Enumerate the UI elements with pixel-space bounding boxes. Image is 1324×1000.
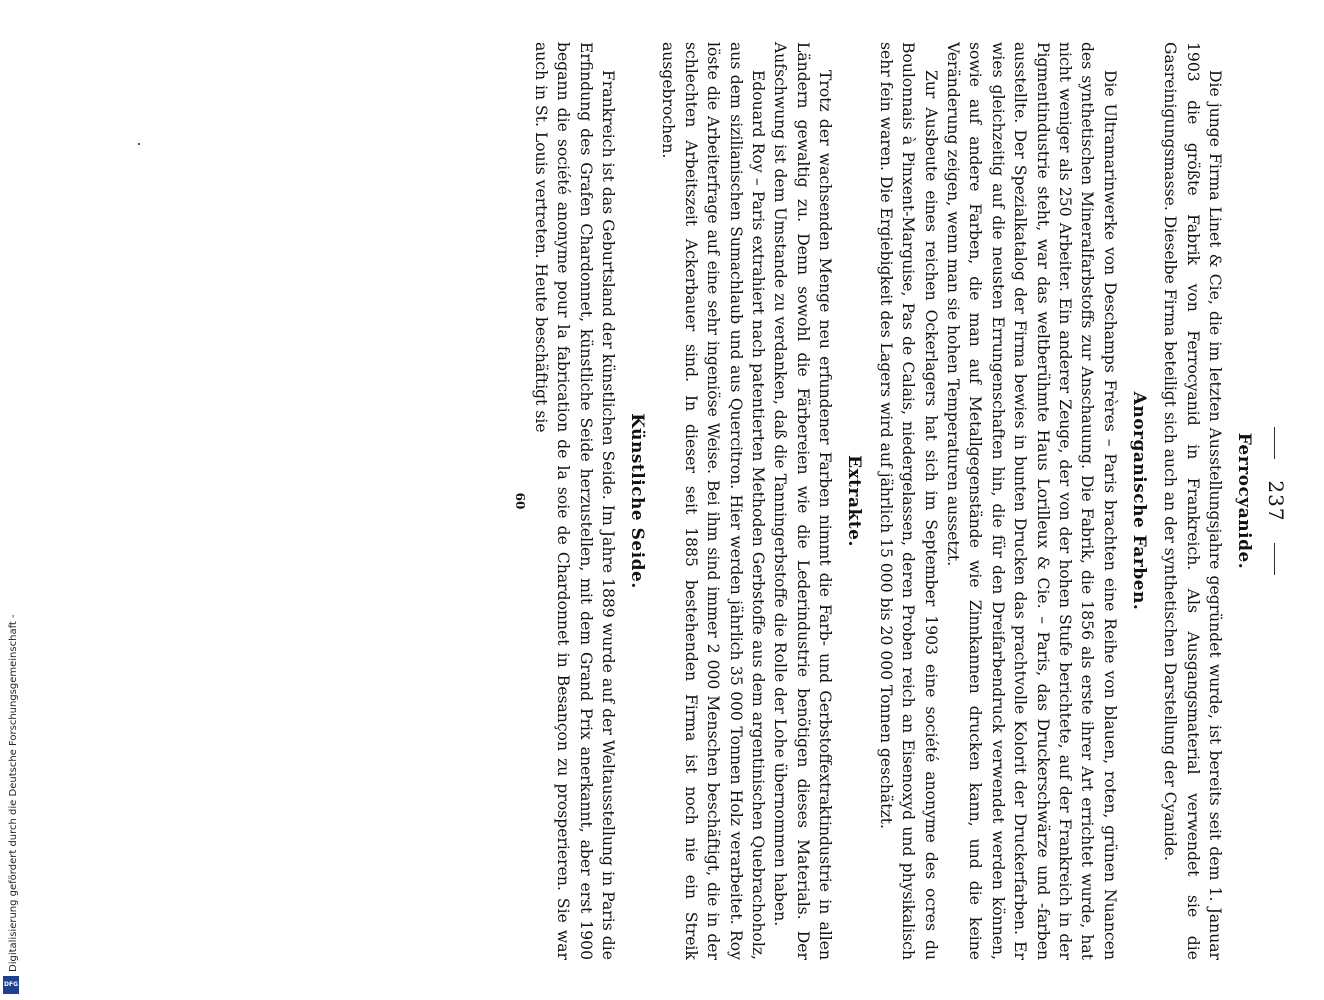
paragraph: Trotz der wachsenden Menge neu erfundener Farben nimmt die Farb- und Gerbstoffextraktindustrie in allen Ländern gewaltig zu. Denn sowohl die Färbereien wie die Lederindustrie benötigen dieses Materials. Der Aufschwung ist dem Umstande zu verdanken, daß die Tanningerbstoffe die Rolle der Lohe übernommen haben. bbox=[771, 42, 835, 960]
section-heading-artificial-silk: Künstliche Seide. bbox=[627, 413, 648, 589]
header-rule-right bbox=[1274, 543, 1275, 575]
header-rule-left bbox=[1274, 427, 1275, 459]
signature-mark: 60 bbox=[513, 492, 528, 510]
page-header bbox=[1264, 42, 1288, 960]
paragraph: Edouard Roy – Paris extrahiert nach patentierten Methoden Gerbstoffe aus dem argentinischen Quebrachoholz, aus dem sizilianischen Sumachlaub und aus Quercitron. Hier werden jährlich 35 000 Tonnen Holz verarbeitet. Roy löste die Arbeiterfrage auf eine sehr ingeniöse Weise. Bei ihm sind immer 2 000 Menschen beschäftigt, die in der schlechten Arbeitszeit Ackerbauer sind. In dieser seit 1885 bestehenden Firma ist noch nie ein Streik ausgebrochen. bbox=[659, 42, 768, 960]
paragraph: Frankreich ist das Geburtsland der künstlichen Seide. Im Jahre 1889 wurde auf der Weltausstellung in Paris die Erfindung des Grafen Chardonnet, künstliche Seide herzustellen, mit dem Grand Prix anerkannt, aber erst 1900 begann die société anonyme pour la fabrication de la soie de Chardonnet in Besançon zu prosperieren. Sie war auch in St. Louis vertreten. Heute beschäftigt sie bbox=[531, 42, 618, 960]
scan-speck bbox=[138, 143, 140, 145]
paragraph: Die junge Firma Linet & Cie, die im letzten Ausstellungsjahre gegründet wurde, ist bereits seit dem 1. Januar 1903 die größte Fabrik von Ferrocyanid in Frankreich. Als Ausgangsmaterial verwendet sie die Gasreinigungsmasse. Dieselbe Firma beteiligt sich auch an der synthetischen Darstellung der Cyanide. bbox=[1161, 42, 1224, 960]
paragraph: Die Ultramarinwerke von Deschamps Frères – Paris brachten eine Reihe von blauen, roten, grünen Nuancen des synthetischen Mineralfarbstoffs zur Anschauung. Die Fabrik, die 1856 als erste ihrer Art errichtet wurde, hat nicht weniger als 250 Arbeiter. Ein anderer Zeuge, der von der hohen Stufe berichtete, auf der Frankreich in der Pigmentindustrie steht, war das weltberühmte Haus Lorilleux & Cie. – Paris, das Druckerschwärze und -farben ausstellte. Der Spezialkatalog der Firma bewies in bunten Drucken das prachtvolle Kolorit der Druckerfarben. Er wies gleichzeitig auf die neusten Errungenschaften hin, die für den Dreifarbendruck verwendet werden können, sowie auf andere Farben, die man auf Metallgegenstände wie Zinnkannen drucken kann, und die keine Veränderung zeigen, wenn man sie hohen Temperaturen aussetzt. bbox=[943, 42, 1119, 960]
section-heading-inorganic-colors: Anorganische Farben. bbox=[1128, 391, 1149, 611]
page-number: 237 bbox=[1264, 480, 1288, 522]
section-heading-extracts: Extrakte. bbox=[844, 455, 865, 547]
section-heading-ferrocyanide: Ferrocyanide. bbox=[1234, 432, 1254, 570]
digitization-credit-strip bbox=[0, 0, 26, 1000]
dfg-logo-icon: DFG bbox=[3, 976, 19, 994]
paragraph: Zur Ausbeute eines reichen Ockerlagers hat sich im September 1903 eine société anonyme des ocres du Boulonnais à Pinxent-Marguise, Pas de Calais, niedergelassen, deren Proben reich an Eisenoxyd und physikalisch sehr fein waren. Die Ergiebigkeit des Lagers wird auf jährlich 15 000 bis 20 000 Tonnen geschätzt. bbox=[876, 42, 940, 960]
digitization-credit: Digitalisierung gefördert durch die Deutsche Forschungsgemeinschaft - bbox=[8, 614, 19, 972]
